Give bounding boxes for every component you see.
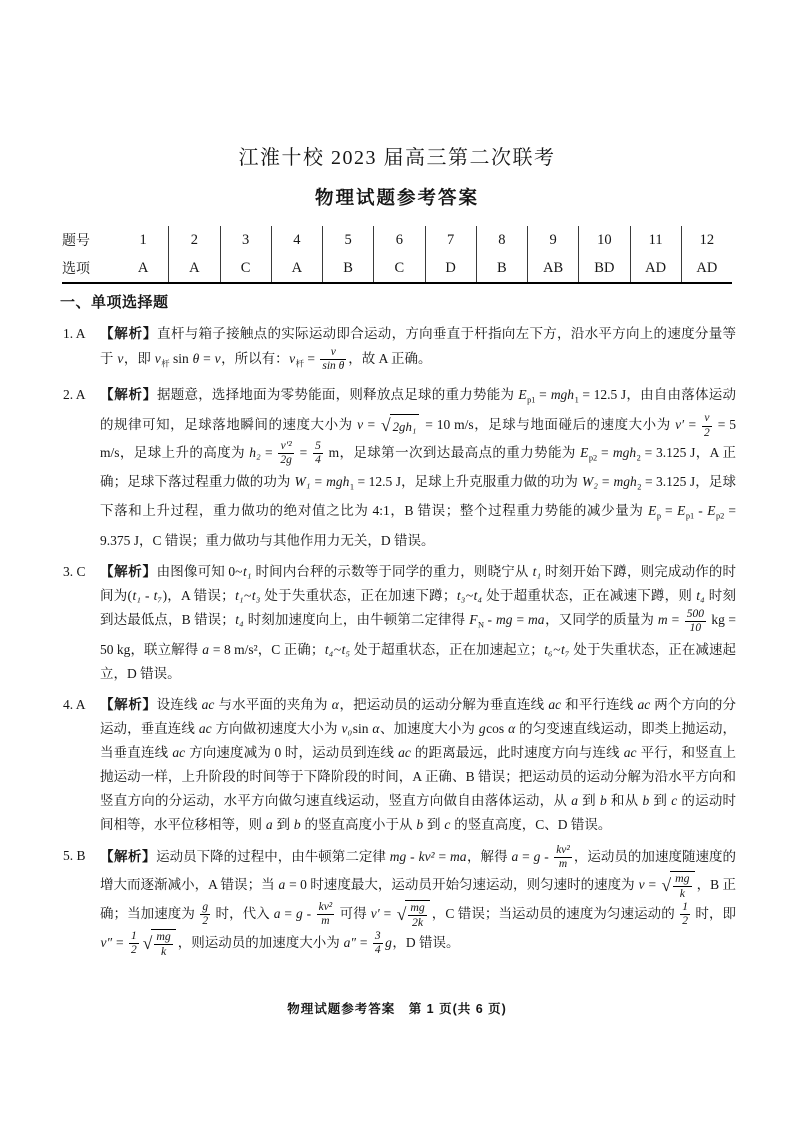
answer-table (62, 226, 732, 284)
question-number-cell: 6 (373, 226, 424, 254)
analysis-content: 运动员下降的过程中，由牛顿第二定律 mg - kv² = ma，解得 a = g - $\frac{\text{kv²}}{m}$ ，运动员的加速度随速度的增大而逐渐减小，A 错误；当 a = 0 时速度最大，运动员开始匀速运动，则匀速时的速度为 v = √ $\frac{mg}{k}$ ，B 正确；当加速度为 $\frac{g}{2}$ 时，代入 a = g - $\frac{\text{kv²}}{m}$ 可得 v′ = √ $\frac{mg}{2k}$ ，C 错误；当运动员的速度为匀速运动的 $\frac{1}{2}$ 时，即 v″ = $\frac{1}{2}$ √ $\frac{mg}{k}$ ，则运动员的加速度大小为 a″ = $\frac{3}{4}$ g，D 错误。 (100, 843, 737, 958)
item-text (100, 326, 736, 373)
item-number: 3. C (63, 563, 86, 579)
analysis-tag: 【解析】 (100, 848, 157, 864)
question-number-cell: 9 (527, 226, 578, 254)
item-text (100, 843, 737, 958)
answer-cell: AB (527, 254, 578, 282)
answer-option-row (62, 254, 732, 282)
analysis-content: 据题意，选择地面为零势能面，则释放点足球的重力势能为 $E_{p1} = mgh_1 = 12.5$ J，由自由落体运动的规律可知，足球落地瞬间的速度大小为 v = √ 2gh₁ = 10 m/s，足球与地面碰后的速度大小为 v′ = $\frac{v}{2}$ = 5 m/s，足球上升的高度为 h₂ = $\frac{\text{v′²}}{2g}$ = $\frac{5}{4}$ m，足球第一次到达最高点的重力势能为 $E_{p2} = mgh_2 = 3.125$ J，A 正确；足球下落过程重力做的功为 W₁ = mgh$_1$ = 12.5 J，足球上升克服重力做的功为 W₂ = mgh$_2$ = 3.125 J，足球下落和上升过程，重力做功的绝对值之比为 4:1，B 错误；整个过程重力势能的减少量为 $E_p = E_{p1} - E_{p2} = 9.375$ J，C 错误；重力做功与其他作用力无关，D 错误。 (100, 387, 737, 548)
analysis-content: 直杆与箱子接触点的实际运动即合运动，方向垂直于杆指向左下方，沿水平方向上的速度分量等于 v，即 $v_杆$ sin θ = v，所以有：$v_杆$ = $\frac{v}{\text{sin θ}}$ ，故 A 正确。 (100, 326, 736, 373)
answer-key-title: 物理试题参考答案 (314, 187, 479, 208)
exam-title: 江淮十校 2023 届高三第二次联考 (238, 147, 556, 169)
answer-cell: B (476, 254, 527, 282)
answer-cell: A (271, 254, 322, 282)
analysis-tag: 【解析】 (100, 696, 157, 712)
item-number: 5. B (63, 847, 86, 863)
question-number-cell: 2 (168, 226, 219, 254)
explanation-item-1 (62, 322, 736, 376)
question-number-cell: 10 (578, 226, 629, 254)
explanation-item-4 (62, 693, 736, 837)
row-label-option: 选项 (62, 262, 90, 277)
answer-cell: D (425, 254, 476, 282)
item-number: 4. A (63, 696, 86, 712)
analysis-tag: 【解析】 (100, 387, 157, 403)
answer-cell: A (137, 259, 149, 276)
analysis-tag: 【解析】 (100, 563, 157, 579)
page-footer: 物理试题参考答案 第 1 页(共 6 页) (287, 1002, 507, 1016)
question-number-row (62, 226, 732, 254)
item-text (100, 697, 736, 832)
question-number-cell: 4 (271, 226, 322, 254)
question-number-cell: 3 (220, 226, 271, 254)
analysis-content: 设连线 ac 与水平面的夹角为 α，把运动员的运动分解为垂直连线 ac 和平行连线 ac 两个方向的分运动，垂直连线 ac 方向做初速度大小为 v₀sin α、加速度大小为 gcos α 的匀变速直线运动，即类上抛运动，当垂直连线 ac 方向速度减为 0 时，运动员到连线 ac 的距离最远，此时速度方向与连线 ac 平行，和竖直上抛运动一样，上升阶段的时间等于下降阶段的时间，A 正确、B 错误；把运动员的运动分解为沿水平方向和竖直方向的分运动，水平方向做匀速直线运动，竖直方向做自由落体运动，从 a 到 b 和从 b 到 c 的运动时间相等，水平位移相等，则 a 到 b 的竖直高度小于从 b 到 c 的竖直高度，C、D 错误。 (100, 696, 737, 832)
section-heading: 一、单项选择题 (60, 294, 169, 311)
question-number-cell: 12 (681, 226, 732, 254)
explanations-section (62, 291, 736, 966)
item-text (100, 387, 736, 548)
item-text (100, 564, 736, 681)
analysis-content: 由图像可知 0~t₁ 时间内台秤的示数等于同学的重力，则晓宁从 t₁ 时刻开始下蹲，则完成动作的时间为(t₁ - t₇)，A 错误；t₁~t₃ 处于失重状态，正在加速下蹲；t₃~t₄ 处于超重状态，正在减速下蹲，则 t₄ 时刻到达最低点，B 错误；t₄ 时刻加速度向上，由牛顿第二定律得 $F_N$ - mg = ma，又同学的质量为 m = $\frac{500}{10}$ kg = 50 kg，联立解得 a = 8 m/s²，C 正确；t₄~t₅ 处于超重状态，正在加速起立；t₆~t₇ 处于失重状态，正在减速起立，D 错误。 (100, 563, 737, 681)
answer-cell: AD (630, 254, 681, 282)
question-number-cell: 1 (139, 231, 147, 248)
question-number-cell: 5 (322, 226, 373, 254)
analysis-tag: 【解析】 (100, 326, 158, 341)
answer-cell: C (373, 254, 424, 282)
row-label-question-number: 题号 (62, 234, 90, 249)
explanation-item-2 (62, 383, 736, 553)
answer-cell: AD (681, 254, 732, 282)
explanation-item-3 (62, 560, 736, 686)
answer-cell: A (168, 254, 219, 282)
answer-cell: BD (578, 254, 629, 282)
item-number: 1. A (63, 326, 86, 341)
question-number-cell: 11 (630, 226, 681, 254)
question-number-cell: 7 (425, 226, 476, 254)
answer-cell: B (322, 254, 373, 282)
explanation-item-5 (62, 844, 736, 959)
item-number: 2. A (63, 387, 86, 403)
question-number-cell: 8 (476, 226, 527, 254)
answer-cell: C (220, 254, 271, 282)
